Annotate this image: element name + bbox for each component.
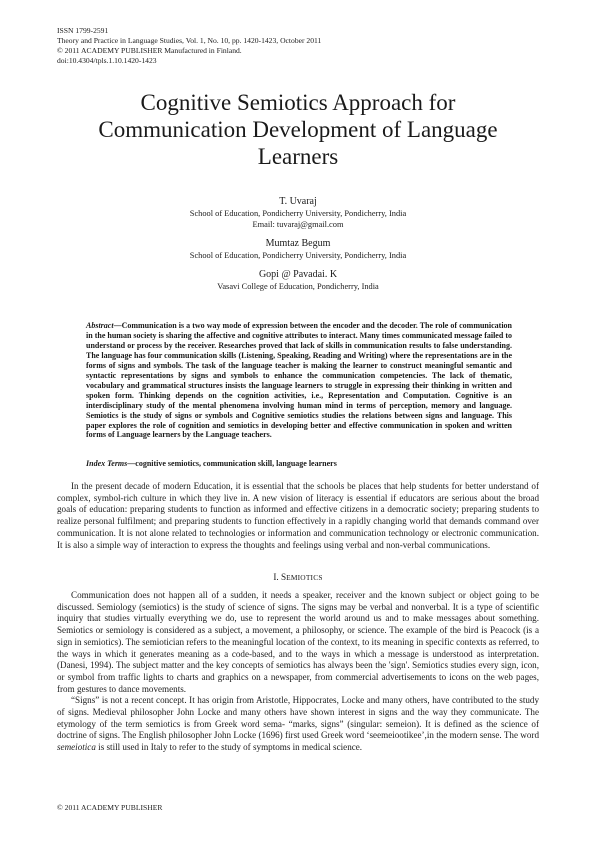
author-1	[57, 196, 539, 230]
author-name: Gopi @ Pavadai. K	[258, 269, 338, 280]
author-name: Mumtaz Begum	[265, 238, 331, 249]
author-block	[57, 196, 539, 300]
italic-term: semeiotica	[57, 742, 96, 753]
section-semiotics-body	[57, 590, 539, 754]
section-initial: S	[281, 572, 287, 582]
journal-header	[57, 26, 321, 66]
title-line-1: Cognitive Semiotics Approach for	[140, 90, 456, 115]
author-3	[57, 269, 539, 292]
paragraph-text: is still used in Italy to refer to the study of symptoms in medical science.	[95, 742, 363, 753]
section-title-rest: EMIOTICS	[286, 573, 323, 582]
intro-paragraph: In the present decade of modern Education, it is essential that the schools be places that help students for better understand of complex, symbol-rich culture in which they live in. A new vision of literacy is essential if educators are serious about the broad goals of education: preparing students to function as informed and effective citizens in a democratic society; preparing students to realize personal fulfilment; and preparing students to function effectively in a rapidly changing world that demands command over communication. It is not alone related to technologies or information and communication technology or electronic communication. It is also a simple way of interaction to express the thoughts and feelings using verbal and non-verbal communications.	[57, 481, 539, 550]
abstract	[86, 321, 512, 440]
introduction	[57, 481, 539, 551]
section-paragraph-1: Communication does not happen all of a sudden, it needs a speaker, receiver and the known subject or object going to be discussed. Semiology (semiotics) is the study of science of signs. The signs may be verbal and nonverbal. It is a type of scientific inquiry that studies virtually everything we do, use to represent the world around us and to make messages about something. Semiotics or semiology is considered as a subject, a movement, a philosophy, or science. The example of the bird is Peacock (is a sign in semiotics). The semiotician refers to the meaningful location of the context, to its meaning in specific contexts as referred, to the ways in which it generates meaning as a code-based, and to the ways in which a message is understood as interpretation. (Danesi, 1994). The subject matter and the key concepts of semiotics has always been the 'sign'. Semiotics studies every sign, icon, or symbol from traffic lights to charts and graphics on a newspaper, from commercial advertisements to icons on the web pages, from gestures to dance movements.	[57, 590, 539, 694]
author-name: T. Uvaraj	[279, 196, 317, 207]
index-terms-text: —cognitive semiotics, communication skill, language learners	[127, 459, 337, 468]
author-affiliation: Vasavi College of Education, Pondicherry, India	[217, 282, 379, 291]
author-affiliation: School of Education, Pondicherry University, Pondicherry, India	[189, 251, 407, 260]
issn: ISSN 1799-2591	[57, 26, 109, 35]
index-terms	[86, 459, 512, 469]
author-2	[57, 238, 539, 261]
author-email: Email: tuvaraj@gmail.com	[252, 220, 344, 229]
journal-citation: Theory and Practice in Language Studies, Vol. 1, No. 10, pp. 1420-1423, October 2011	[57, 36, 322, 45]
abstract-text: —Communication is a two way mode of expression between the encoder and the decoder. The role of communication in the human society is sharing the affective and cognitive attributes to interact. Many times communicated message failed to understand or process by the receiver. Researches proved that lack of skills in communication results to false understanding. The language has four communication skills (Listening, Speaking, Reading and Writing) where the representations are in the forms of signs and symbols. The task of the language teacher is making the learner to construct meaningful semantic and syntactic representations by signs and symbols to enhance the communication competencies. The lack of thematic, vocabulary and grammatical structures insists the language learners to struggle in expressing their thinking in written and spoken form. Thinking depends on the cognition activities, i.e., Representation and Computation. Cognitive is an interdisciplinary study of the mental phenomena involving human mind in terms of perception, memory and language. Semiotics is the study of signs or symbols and Cognitive semiotics studies the relations between signs and language. This paper explores the role of cognition and semiotics in developing better and effective communication in spoken and written forms of Language learners by the Language teachers.	[86, 321, 512, 440]
doi: doi:10.4304/tpls.1.10.1420-1423	[57, 56, 157, 65]
index-terms-lead: Index Terms	[86, 459, 128, 468]
section-paragraph-2	[57, 695, 539, 754]
title-line-3: Learners	[257, 144, 339, 169]
abstract-lead: Abstract	[86, 321, 114, 330]
paper-title	[57, 89, 539, 170]
copyright-line: © 2011 ACADEMY PUBLISHER Manufactured in Finland.	[57, 46, 242, 55]
paragraph-text: “Signs” is not a recent concept. It has origin from Aristotle, Hippocrates, Locke and many others, have contributed to the study of signs. Medieval philosopher John Locke and many others have shown interest in signs and the way they communicate. The etymology of the term semiotics is from Greek word sema- “marks, signs” (singular: semeion). It is defined as the science of doctrine of signs. The English philosopher John Locke (1696) first used Greek word ‘seemeiootikee’,in the modern sense. The word	[57, 695, 539, 741]
section-heading	[57, 572, 539, 582]
page-footer: © 2011 ACADEMY PUBLISHER	[57, 803, 163, 812]
title-line-2: Communication Development of Language	[98, 117, 498, 142]
author-affiliation: School of Education, Pondicherry University, Pondicherry, India	[189, 209, 407, 218]
section-number: I.	[273, 572, 282, 582]
